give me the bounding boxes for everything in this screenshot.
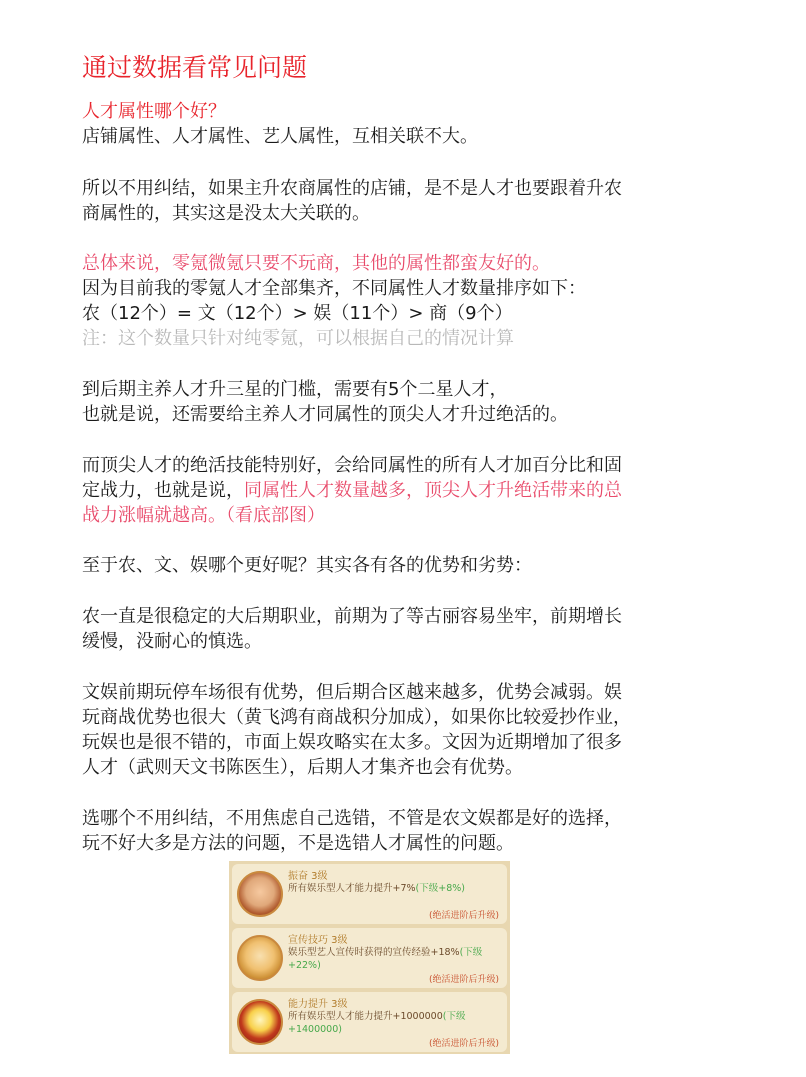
skill-footer: (绝活进阶后升级) [428,975,499,985]
skill-card [232,928,507,988]
skill-card [232,992,507,1052]
paragraph-line [82,478,622,504]
skill-name: 能力提升 3级 [288,999,348,1010]
paragraph-text: 定战力，也就是说， [82,480,244,501]
question-heading: 人才属性哪个好？ [82,101,226,122]
paragraph-line: 因为目前我的零氪人才全部集齐，不同属性人才数量排序如下： [82,278,586,299]
paragraph-line: 所以不用纠结，如果主升农商属性的店铺，是不是人才也要跟着升农 [82,178,622,199]
skill-effect: 所有娱乐型人才能力提升+1000000 [288,1011,443,1022]
megaphone-avatar-icon [237,935,283,981]
highlight-line: 战力涨幅就越高。（看底部图） [82,505,325,526]
paragraph-line: 农一直是很稳定的大后期职业，前期为了等古丽容易坐牢，前期增长 [82,606,622,627]
paragraph-line: 文娱前期玩停车场很有优势，但后期合区越来越多，优势会减弱。娱 [82,682,622,703]
skill-card [232,864,507,924]
skill-next-level: (下级+1400000) [288,1011,466,1035]
paragraph-line: 人才（武则天文书陈医生），后期人才集齐也会有优势。 [82,757,523,778]
skill-description [288,1010,503,1036]
paragraph-line: 到后期主养人才升三星的门槛，需要有5个二星人才， [82,379,508,400]
paragraph-line: 店铺属性、人才属性、艺人属性，互相关联不大。 [82,126,478,147]
paragraph-line: 商属性的，其实这是没太大关联的。 [82,203,370,224]
skill-name: 振奋 3级 [288,871,328,882]
skill-name: 宣传技巧 3级 [288,935,348,946]
skill-footer: (绝活进阶后升级) [428,1039,499,1049]
paragraph-line: 玩不好大多是方法的问题，不是选错人才属性的问题。 [82,833,514,854]
skill-effect: 所有娱乐型人才能力提升+7% [288,883,416,894]
skill-effect: 娱乐型艺人宣传时获得的宣传经验+18% [288,947,460,958]
highlight-line: 总体来说，零氪微氪只要不玩商，其他的属性都蛮友好的。 [82,253,550,274]
paragraph-line: 缓慢，没耐心的慎选。 [82,631,262,652]
page-title: 通过数据看常见问题 [82,53,308,82]
note-line: 注：这个数量只针对纯零氪，可以根据自己的情况计算 [82,328,514,349]
paragraph-line: 玩娱也是很不错的，市面上娱攻略实在太多。文因为近期增加了很多 [82,732,622,753]
paragraph-line: 也就是说，还需要给主养人才同属性的顶尖人才升过绝活的。 [82,404,568,425]
skill-footer: (绝活进阶后升级) [428,911,499,921]
paragraph-line: 至于农、文、娱哪个更好呢？其实各有各的优势和劣势： [82,555,532,576]
highlight-text: 同属性人才数量越多，顶尖人才升绝活带来的总 [244,480,622,501]
skills-screenshot [229,861,510,1054]
paragraph-line: 选哪个不用纠结，不用焦虑自己选错，不管是农文娱都是好的选择， [82,808,622,829]
character-avatar-icon [237,871,283,917]
lightbulb-icon [237,999,283,1045]
paragraph-line: 玩商战优势也很大（黄飞鸿有商战积分加成），如果你比较爱抄作业， [82,707,631,728]
ranking-line: 农（12个）= 文（12个）> 娱（11个）> 商（9个） [82,303,513,324]
skill-description [288,882,503,895]
paragraph-line: 而顶尖人才的绝活技能特别好，会给同属性的所有人才加百分比和固 [82,455,622,476]
skill-next-level: (下级+22%) [288,947,483,971]
skill-next-level: (下级+8%) [415,883,465,894]
skill-description [288,946,503,972]
